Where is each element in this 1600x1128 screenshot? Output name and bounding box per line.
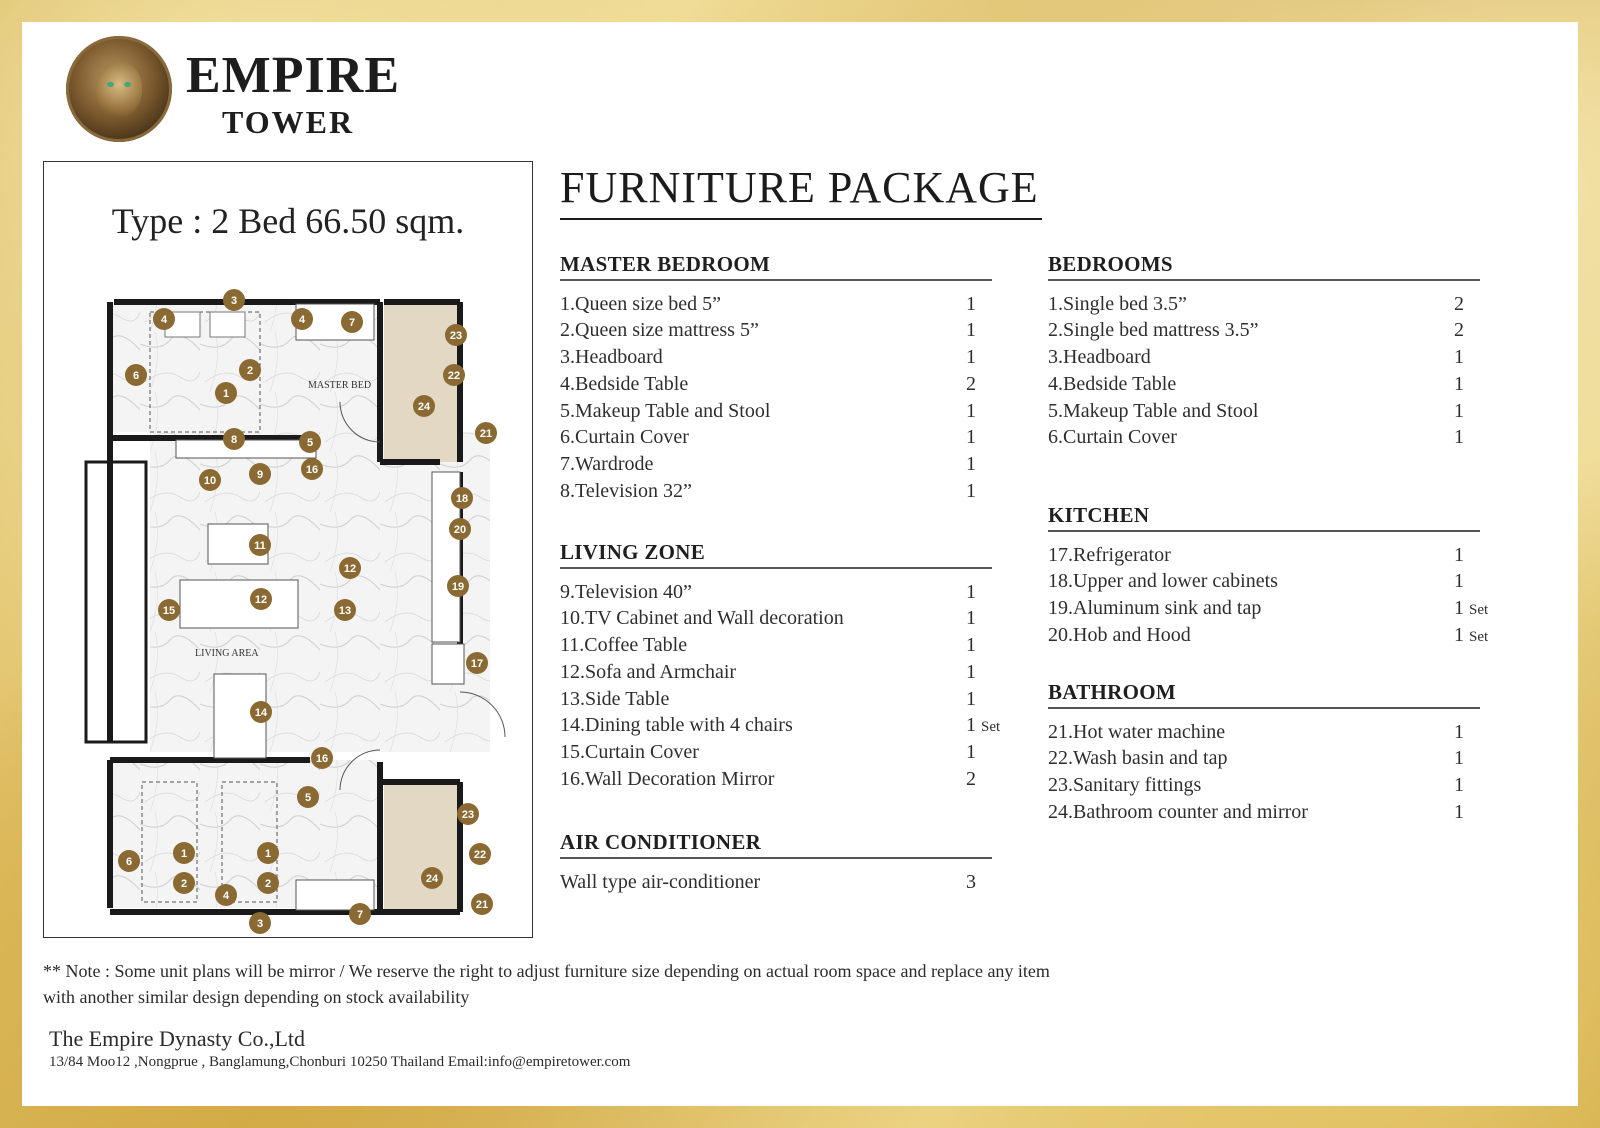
company-name: The Empire Dynasty Co.,Ltd bbox=[49, 1026, 306, 1051]
company-address: 13/84 Moo12 ,Nongprue , Banglamung,Chonburi 10250 Thailand Email:info@empiretower.com bbox=[49, 1054, 631, 1070]
item-quantity bbox=[1454, 544, 1469, 567]
quantity-value: 1 bbox=[966, 319, 976, 342]
section-living-zone bbox=[560, 540, 1001, 795]
list-item bbox=[1048, 774, 1480, 801]
item-quantity bbox=[966, 581, 981, 604]
svg-text:16: 16 bbox=[305, 464, 319, 476]
list-item bbox=[560, 400, 992, 427]
quantity-value: 1 bbox=[1454, 543, 1464, 566]
section-heading: KITCHEN bbox=[1048, 503, 1150, 527]
marker-11 bbox=[249, 534, 271, 556]
item-label: 10.TV Cabinet and Wall decoration bbox=[560, 607, 844, 630]
item-label: 4.Bedside Table bbox=[1048, 372, 1177, 395]
section-bedrooms bbox=[1048, 252, 1480, 453]
section-rule bbox=[560, 279, 992, 281]
sheet bbox=[22, 22, 1578, 1106]
list-item bbox=[1048, 426, 1480, 453]
section-rule bbox=[1048, 279, 1480, 281]
item-quantity bbox=[1454, 747, 1469, 770]
item-quantity bbox=[1454, 624, 1488, 647]
marker-22 bbox=[443, 364, 465, 386]
marker-1 bbox=[215, 382, 237, 404]
list-item bbox=[1048, 721, 1480, 748]
marker-4c bbox=[215, 884, 237, 906]
marker-12b bbox=[250, 588, 272, 610]
list-item bbox=[560, 319, 992, 346]
svg-text:14: 14 bbox=[254, 707, 268, 719]
section-heading: BEDROOMS bbox=[1048, 252, 1173, 276]
item-label: 17.Refrigerator bbox=[1048, 543, 1171, 566]
marker-7b bbox=[349, 903, 371, 925]
quantity-value: 1 bbox=[966, 741, 976, 764]
svg-text:6: 6 bbox=[132, 370, 140, 382]
quantity-value: 2 bbox=[966, 372, 976, 395]
item-quantity bbox=[1454, 319, 1469, 342]
marker-21 bbox=[475, 422, 497, 444]
item-quantity bbox=[966, 346, 981, 369]
quantity-value: 1 bbox=[1454, 372, 1464, 395]
list-item bbox=[560, 373, 992, 400]
brand-name: EMPIRE bbox=[186, 47, 400, 104]
quantity-unit: Set bbox=[1469, 602, 1489, 619]
section-rule bbox=[560, 567, 992, 569]
marker-15 bbox=[158, 599, 180, 621]
marker-1c bbox=[257, 842, 279, 864]
item-quantity bbox=[966, 634, 981, 657]
item-quantity bbox=[1454, 293, 1469, 316]
quantity-value: 2 bbox=[966, 768, 976, 791]
svg-text:3: 3 bbox=[256, 918, 264, 930]
refrigerator-outline bbox=[432, 644, 464, 684]
marker-20 bbox=[449, 518, 471, 540]
marker-2 bbox=[239, 359, 261, 381]
quantity-value: 3 bbox=[966, 870, 976, 893]
quantity-value: 2 bbox=[1454, 319, 1464, 342]
marker-3b bbox=[249, 912, 271, 934]
note-line-2: with another similar design depending on stock availability bbox=[43, 987, 470, 1007]
svg-text:15: 15 bbox=[162, 605, 176, 617]
list-item bbox=[560, 293, 992, 320]
item-label: 1.Queen size bed 5” bbox=[560, 292, 722, 315]
item-label: 1.Single bed 3.5” bbox=[1048, 292, 1187, 315]
svg-text:4: 4 bbox=[160, 314, 168, 326]
svg-text:2: 2 bbox=[246, 365, 254, 377]
marker-4b bbox=[291, 308, 313, 330]
quantity-value: 1 bbox=[966, 634, 976, 657]
quantity-value: 1 bbox=[1454, 774, 1464, 797]
svg-text:1: 1 bbox=[222, 388, 230, 400]
section-rule bbox=[1048, 530, 1480, 532]
section-bathroom bbox=[1048, 680, 1480, 828]
list-item bbox=[560, 426, 992, 453]
list-item bbox=[560, 661, 992, 688]
list-item bbox=[1048, 319, 1480, 346]
item-label: 21.Hot water machine bbox=[1048, 720, 1226, 743]
item-quantity bbox=[1454, 597, 1488, 620]
item-quantity bbox=[966, 319, 981, 342]
item-label: 3.Headboard bbox=[560, 346, 663, 369]
svg-text:23: 23 bbox=[449, 330, 463, 342]
quantity-value: 1 bbox=[966, 480, 976, 503]
list-item bbox=[560, 741, 992, 768]
marker-2c bbox=[257, 872, 279, 894]
svg-text:8: 8 bbox=[230, 434, 238, 446]
item-quantity bbox=[966, 661, 981, 684]
item-label: 2.Single bed mattress 3.5” bbox=[1048, 319, 1259, 342]
quantity-value: 1 bbox=[966, 660, 976, 683]
item-quantity bbox=[1454, 346, 1469, 369]
item-quantity bbox=[966, 426, 981, 449]
list-item bbox=[560, 346, 992, 373]
svg-text:22: 22 bbox=[473, 849, 487, 861]
quantity-value: 1 bbox=[1454, 747, 1464, 770]
quantity-value: 1 bbox=[966, 607, 976, 630]
lion-logo-icon bbox=[66, 36, 172, 142]
marker-8 bbox=[223, 428, 245, 450]
list-item bbox=[1048, 544, 1480, 571]
svg-text:12: 12 bbox=[343, 563, 357, 575]
quantity-value: 1 bbox=[1454, 800, 1464, 823]
item-quantity bbox=[1454, 774, 1469, 797]
item-label: 11.Coffee Table bbox=[560, 634, 688, 657]
item-label: 19.Aluminum sink and tap bbox=[1048, 597, 1262, 620]
living-area-label: LIVING AREA bbox=[195, 648, 259, 659]
marker-14 bbox=[250, 701, 272, 723]
item-label: 16.Wall Decoration Mirror bbox=[560, 768, 775, 791]
list-item bbox=[560, 453, 992, 480]
marker-6 bbox=[125, 364, 147, 386]
section-kitchen bbox=[1048, 503, 1489, 651]
marker-18 bbox=[451, 487, 473, 509]
marker-10 bbox=[199, 469, 221, 491]
disclaimer-note bbox=[43, 958, 1343, 1010]
list-item bbox=[560, 480, 992, 507]
item-quantity bbox=[1454, 426, 1469, 449]
marker-24b bbox=[421, 867, 443, 889]
marker-24 bbox=[413, 395, 435, 417]
quantity-value: 1 bbox=[966, 292, 976, 315]
item-label: 24.Bathroom counter and mirror bbox=[1048, 800, 1308, 823]
item-quantity bbox=[1454, 400, 1469, 423]
svg-text:9: 9 bbox=[256, 469, 264, 481]
note-line-1: ** Note : Some unit plans will be mirror / We reserve the right to adjust furniture size depending on actual room space and replace any item bbox=[43, 961, 1050, 981]
marker-19 bbox=[447, 575, 469, 597]
section-heading: LIVING ZONE bbox=[560, 540, 706, 564]
item-label: 6.Curtain Cover bbox=[1048, 426, 1177, 449]
item-quantity bbox=[1454, 801, 1469, 824]
svg-text:3: 3 bbox=[230, 295, 238, 307]
marker-23 bbox=[445, 324, 467, 346]
item-quantity bbox=[966, 714, 1000, 737]
quantity-value: 1 bbox=[966, 399, 976, 422]
marker-7 bbox=[341, 311, 363, 333]
svg-text:11: 11 bbox=[254, 540, 266, 552]
svg-text:21: 21 bbox=[479, 428, 493, 440]
item-label: 22.Wash basin and tap bbox=[1048, 747, 1228, 770]
quantity-value: 1 bbox=[1454, 720, 1464, 743]
list-item bbox=[1048, 801, 1480, 828]
marker-13 bbox=[334, 599, 356, 621]
section-heading: BATHROOM bbox=[1048, 680, 1177, 704]
quantity-value: 1 bbox=[966, 714, 976, 737]
svg-text:23: 23 bbox=[461, 809, 475, 821]
list-item bbox=[1048, 400, 1480, 427]
item-label: 4.Bedside Table bbox=[560, 372, 689, 395]
item-label: 9.Television 40” bbox=[560, 580, 692, 603]
quantity-value: 2 bbox=[1454, 292, 1464, 315]
marker-2b bbox=[173, 872, 195, 894]
package-title-rule bbox=[560, 218, 1042, 220]
marker-5 bbox=[299, 431, 321, 453]
bathroom-floor bbox=[384, 782, 458, 912]
quantity-unit: Set bbox=[1469, 628, 1489, 645]
item-label: 7.Wardrode bbox=[560, 453, 654, 476]
brand-subtitle: TOWER bbox=[222, 104, 355, 140]
balcony bbox=[86, 462, 146, 742]
svg-text:1: 1 bbox=[264, 848, 272, 860]
item-label: 2.Queen size mattress 5” bbox=[560, 319, 759, 342]
svg-text:19: 19 bbox=[451, 581, 465, 593]
section-master-bedroom bbox=[560, 252, 992, 507]
master-bed-label: MASTER BED bbox=[308, 380, 372, 391]
quantity-value: 1 bbox=[966, 687, 976, 710]
quantity-value: 1 bbox=[1454, 399, 1464, 422]
item-label: 5.Makeup Table and Stool bbox=[560, 399, 771, 422]
item-label: Wall type air-conditioner bbox=[560, 870, 761, 893]
quantity-value: 1 bbox=[966, 580, 976, 603]
tv-cabinet-outline bbox=[176, 440, 316, 458]
svg-text:22: 22 bbox=[447, 370, 461, 382]
svg-text:6: 6 bbox=[125, 856, 133, 868]
list-item bbox=[560, 688, 992, 715]
quantity-value: 1 bbox=[966, 346, 976, 369]
item-label: 23.Sanitary fittings bbox=[1048, 774, 1202, 797]
list-item bbox=[560, 714, 1001, 741]
quantity-value: 1 bbox=[1454, 426, 1464, 449]
list-item bbox=[1048, 570, 1480, 597]
marker-16 bbox=[301, 458, 323, 480]
quantity-value: 1 bbox=[966, 453, 976, 476]
svg-text:20: 20 bbox=[453, 524, 467, 536]
item-label: 6.Curtain Cover bbox=[560, 426, 689, 449]
list-item bbox=[560, 634, 992, 661]
item-label: 15.Curtain Cover bbox=[560, 741, 699, 764]
svg-text:5: 5 bbox=[306, 437, 314, 449]
quantity-value: 1 bbox=[1454, 623, 1464, 646]
section-rule bbox=[560, 857, 992, 859]
svg-text:24: 24 bbox=[425, 873, 439, 885]
svg-text:12: 12 bbox=[254, 594, 268, 606]
list-item bbox=[1048, 373, 1480, 400]
marker-4 bbox=[153, 308, 175, 330]
svg-text:16: 16 bbox=[315, 753, 329, 765]
section-rule bbox=[1048, 707, 1480, 709]
marker-21b bbox=[471, 893, 493, 915]
item-label: 13.Side Table bbox=[560, 687, 670, 710]
item-label: 18.Upper and lower cabinets bbox=[1048, 570, 1278, 593]
item-quantity bbox=[966, 453, 981, 476]
item-label: 5.Makeup Table and Stool bbox=[1048, 399, 1259, 422]
marker-22b bbox=[469, 843, 491, 865]
svg-text:18: 18 bbox=[455, 493, 469, 505]
quantity-value: 1 bbox=[1454, 346, 1464, 369]
svg-text:24: 24 bbox=[417, 401, 431, 413]
list-item bbox=[1048, 623, 1489, 651]
svg-text:4: 4 bbox=[222, 890, 230, 902]
list-item bbox=[560, 607, 992, 634]
item-label: 3.Headboard bbox=[1048, 346, 1151, 369]
item-quantity bbox=[966, 293, 981, 316]
item-label: 14.Dining table with 4 chairs bbox=[560, 714, 793, 737]
svg-text:5: 5 bbox=[304, 792, 312, 804]
marker-6b bbox=[118, 850, 140, 872]
item-quantity bbox=[966, 741, 981, 764]
section-heading: AIR CONDITIONER bbox=[560, 830, 762, 854]
item-quantity bbox=[966, 607, 981, 630]
marker-12 bbox=[339, 557, 361, 579]
marker-1b bbox=[173, 842, 195, 864]
item-label: 8.Television 32” bbox=[560, 480, 692, 503]
item-quantity bbox=[966, 871, 981, 894]
marker-9 bbox=[249, 463, 271, 485]
item-quantity bbox=[966, 400, 981, 423]
item-quantity bbox=[1454, 570, 1469, 593]
marker-3 bbox=[223, 289, 245, 311]
section-heading: MASTER BEDROOM bbox=[560, 252, 771, 276]
package-title: FURNITURE PACKAGE bbox=[560, 163, 1039, 212]
item-label: 12.Sofa and Armchair bbox=[560, 660, 737, 683]
marker-5b bbox=[297, 786, 319, 808]
svg-text:21: 21 bbox=[475, 899, 489, 911]
quantity-value: 1 bbox=[966, 426, 976, 449]
svg-text:2: 2 bbox=[264, 878, 272, 890]
quantity-value: 1 bbox=[1454, 597, 1464, 620]
marker-23b bbox=[457, 803, 479, 825]
list-item bbox=[1048, 346, 1480, 373]
item-quantity bbox=[1454, 373, 1469, 396]
section-air-conditioner bbox=[560, 830, 992, 897]
item-quantity bbox=[1454, 721, 1469, 744]
svg-text:4: 4 bbox=[298, 314, 306, 326]
item-quantity bbox=[966, 480, 981, 503]
marker-16b bbox=[311, 747, 333, 769]
item-label: 20.Hob and Hood bbox=[1048, 623, 1191, 646]
plan-type-title: Type : 2 Bed 66.50 sqm. bbox=[111, 201, 465, 241]
list-item bbox=[1048, 293, 1480, 320]
svg-text:13: 13 bbox=[338, 605, 352, 617]
svg-text:7: 7 bbox=[348, 317, 356, 329]
list-item bbox=[1048, 747, 1480, 774]
marker-17 bbox=[466, 652, 488, 674]
list-item bbox=[1048, 597, 1489, 624]
list-item bbox=[560, 768, 992, 795]
svg-text:2: 2 bbox=[180, 878, 188, 890]
svg-text:17: 17 bbox=[470, 658, 484, 670]
svg-text:10: 10 bbox=[203, 475, 217, 487]
item-quantity bbox=[966, 373, 981, 396]
floor-plan bbox=[80, 272, 520, 937]
item-quantity bbox=[966, 768, 981, 791]
list-item bbox=[560, 581, 992, 608]
list-item bbox=[560, 871, 992, 898]
item-quantity bbox=[966, 688, 981, 711]
quantity-value: 1 bbox=[1454, 570, 1464, 593]
quantity-unit: Set bbox=[981, 719, 1001, 736]
sofa-outline bbox=[180, 580, 298, 628]
svg-text:7: 7 bbox=[356, 909, 364, 921]
svg-text:1: 1 bbox=[180, 848, 188, 860]
